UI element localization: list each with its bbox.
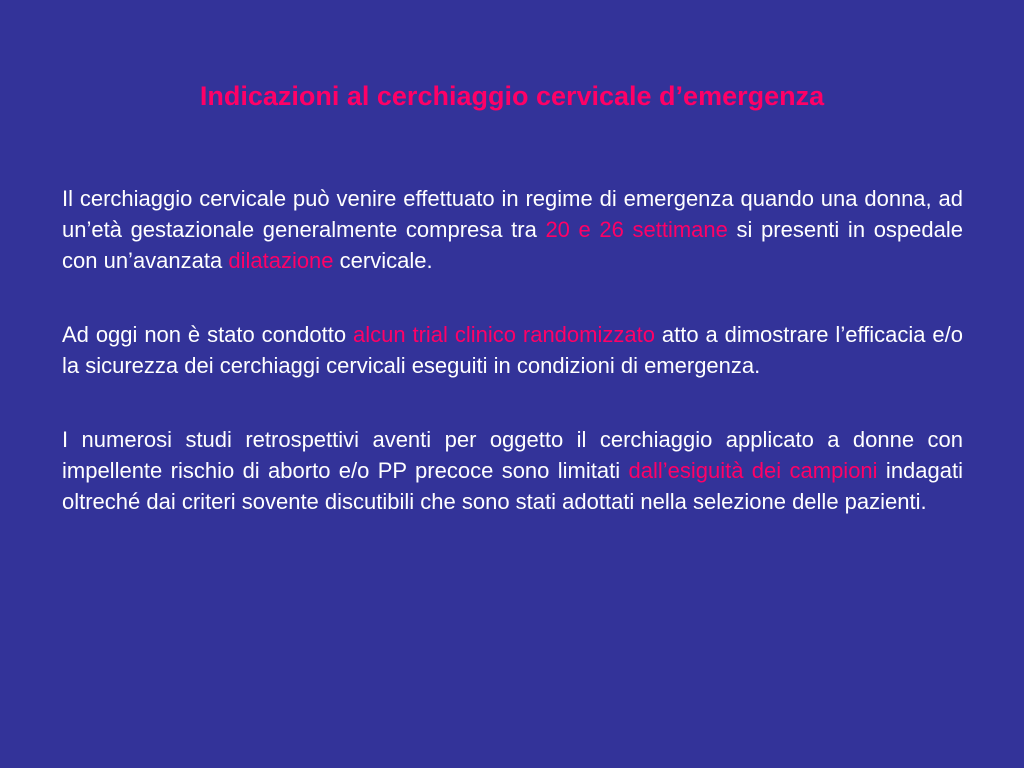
highlight-dilatation: dilatazione xyxy=(228,248,334,273)
slide-title: Indicazioni al cerchiaggio cervicale d’emergenza xyxy=(199,81,825,111)
paragraph-text: indagati oltreché dai criteri sovente discutibili che sono stati adottati nella selezione delle pazienti. xyxy=(62,458,963,514)
highlight-small-samples: dall’esiguità dei campioni xyxy=(628,458,878,483)
paragraph-retrospective-studies xyxy=(62,424,963,517)
paragraph-emergency-cerclage xyxy=(62,183,963,276)
paragraph-text: Il cerchiaggio cervicale può venire effettuato in regime di emergenza quando una donna, ad un’età gestazionale generalmente compresa tra xyxy=(62,186,963,242)
paragraph-text: Ad oggi non è stato condotto xyxy=(62,322,353,347)
highlight-weeks: 20 e 26 settimane xyxy=(545,217,728,242)
paragraph-text: I numerosi studi retrospettivi aventi per oggetto il cerchiaggio applicato a donne con impellente rischio di aborto e/o PP precoce sono limitati xyxy=(62,427,963,483)
paragraph-text: si presenti in ospedale con un’avanzata xyxy=(62,217,963,273)
paragraph-text: cervicale. xyxy=(333,248,433,273)
slide-body xyxy=(62,183,963,560)
paragraph-text: atto a dimostrare l’efficacia e/o la sicurezza dei cerchiaggi cervicali eseguiti in condizioni di emergenza. xyxy=(62,322,963,378)
paragraph-no-trials xyxy=(62,319,963,381)
highlight-randomized-trial: alcun trial clinico randomizzato xyxy=(352,322,655,347)
